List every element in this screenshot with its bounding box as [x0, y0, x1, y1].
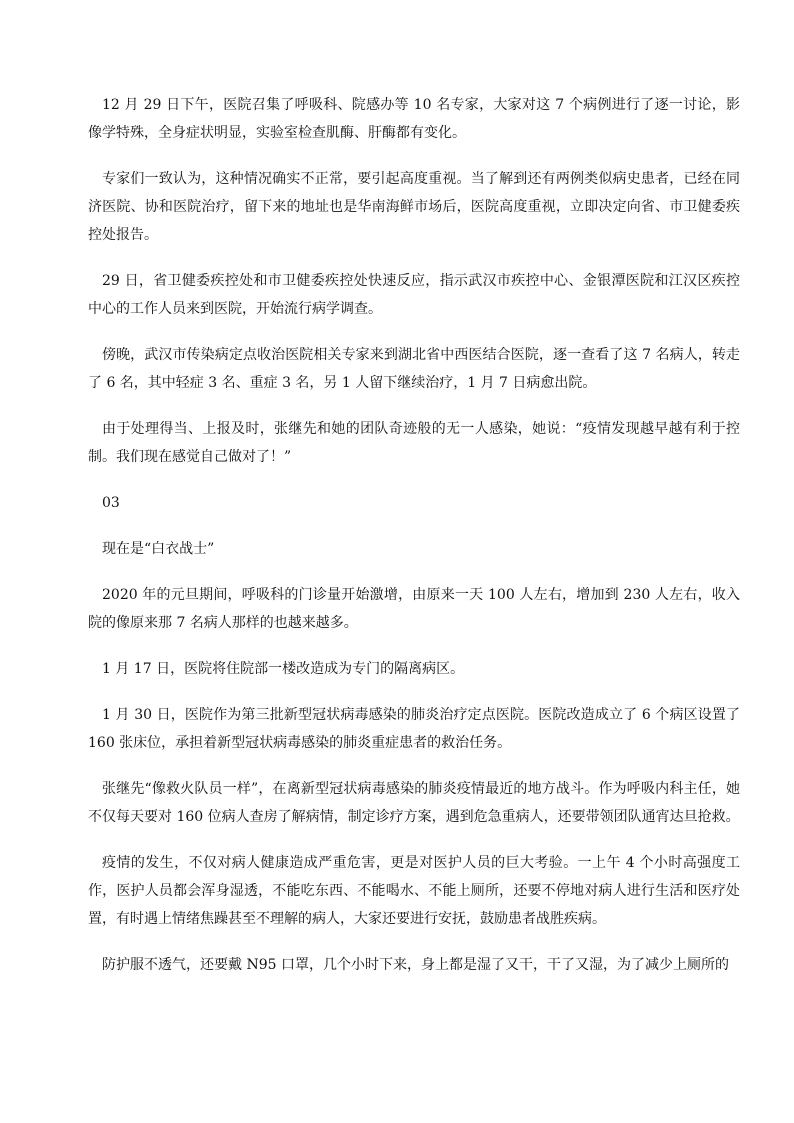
section-number: 03: [102, 495, 120, 511]
paragraph: 12 月 29 日下午，医院召集了呼吸科、院感办等 10 名专家，大家对这 7 个病例进行了逐一讨论，影像学特殊，全身症状明显，实验室检查肌酶、肝酶都有变化。: [88, 97, 740, 141]
paragraph: 张继先“像救火队员一样”，在离新型冠状病毒感染的肺炎疫情最近的地方战斗。作为呼吸内科主任，她不仅每天要对 160 位病人查房了解病情，制定诊疗方案，遇到危急重病人，还要带领团队通宵达旦抢救。: [88, 781, 740, 825]
paragraph: 防护服不透气，还要戴 N95 口罩，几个小时下来，身上都是湿了又干，干了又湿，为了减少上厕所的: [102, 957, 729, 973]
paragraph: 由于处理得当、上报及时，张继先和她的团队奇迹般的无一人感染，她说：“疫情发现越早越有利于控制。我们现在感觉自己做对了！”: [88, 421, 740, 465]
paragraph: 1 月 17 日，医院将住院部一楼改造成为专门的隔离病区。: [102, 661, 465, 677]
section-title: 现在是“白衣战士”: [102, 541, 215, 557]
article-body: [88, 91, 740, 997]
paragraph: 1 月 30 日，医院作为第三批新型冠状病毒感染的肺炎治疗定点医院。医院改造成立了 6 个病区设置了 160 张床位，承担着新型冠状病毒感染的肺炎重症患者的救治任务。: [88, 707, 740, 751]
paragraph: 疫情的发生，不仅对病人健康造成严重危害，更是对医护人员的巨大考验。一上午 4 个小时高强度工作，医护人员都会浑身湿透，不能吃东西、不能喝水、不能上厕所，还要不停地对病人进行生活和医疗处置，有时遇上情绪焦躁甚至不理解的病人，大家还要进行安抚，鼓励患者战胜疾病。: [88, 855, 740, 927]
paragraph: 专家们一致认为，这种情况确实不正常，要引起高度重视。当了解到还有两例类似病史患者，已经在同济医院、协和医院治疗，留下来的地址也是华南海鲜市场后，医院高度重视，立即决定向省、市卫健委疾控处报告。: [88, 171, 740, 243]
paragraph: 2020 年的元旦期间，呼吸科的门诊量开始激增，由原来一天 100 人左右，增加到 230 人左右，收入院的像原来那 7 名病人那样的也越来越多。: [88, 587, 740, 631]
paragraph: 傍晚，武汉市传染病定点收治医院相关专家来到湖北省中西医结合医院，逐一查看了这 7 名病人，转走了 6 名，其中轻症 3 名、重症 3 名，另 1 人留下继续治疗，1 月 7 日病愈出院。: [88, 347, 740, 391]
paragraph: 29 日，省卫健委疾控处和市卫健委疾控处快速反应，指示武汉市疾控中心、金银潭医院和江汉区疾控中心的工作人员来到医院，开始流行病学调查。: [88, 273, 740, 317]
